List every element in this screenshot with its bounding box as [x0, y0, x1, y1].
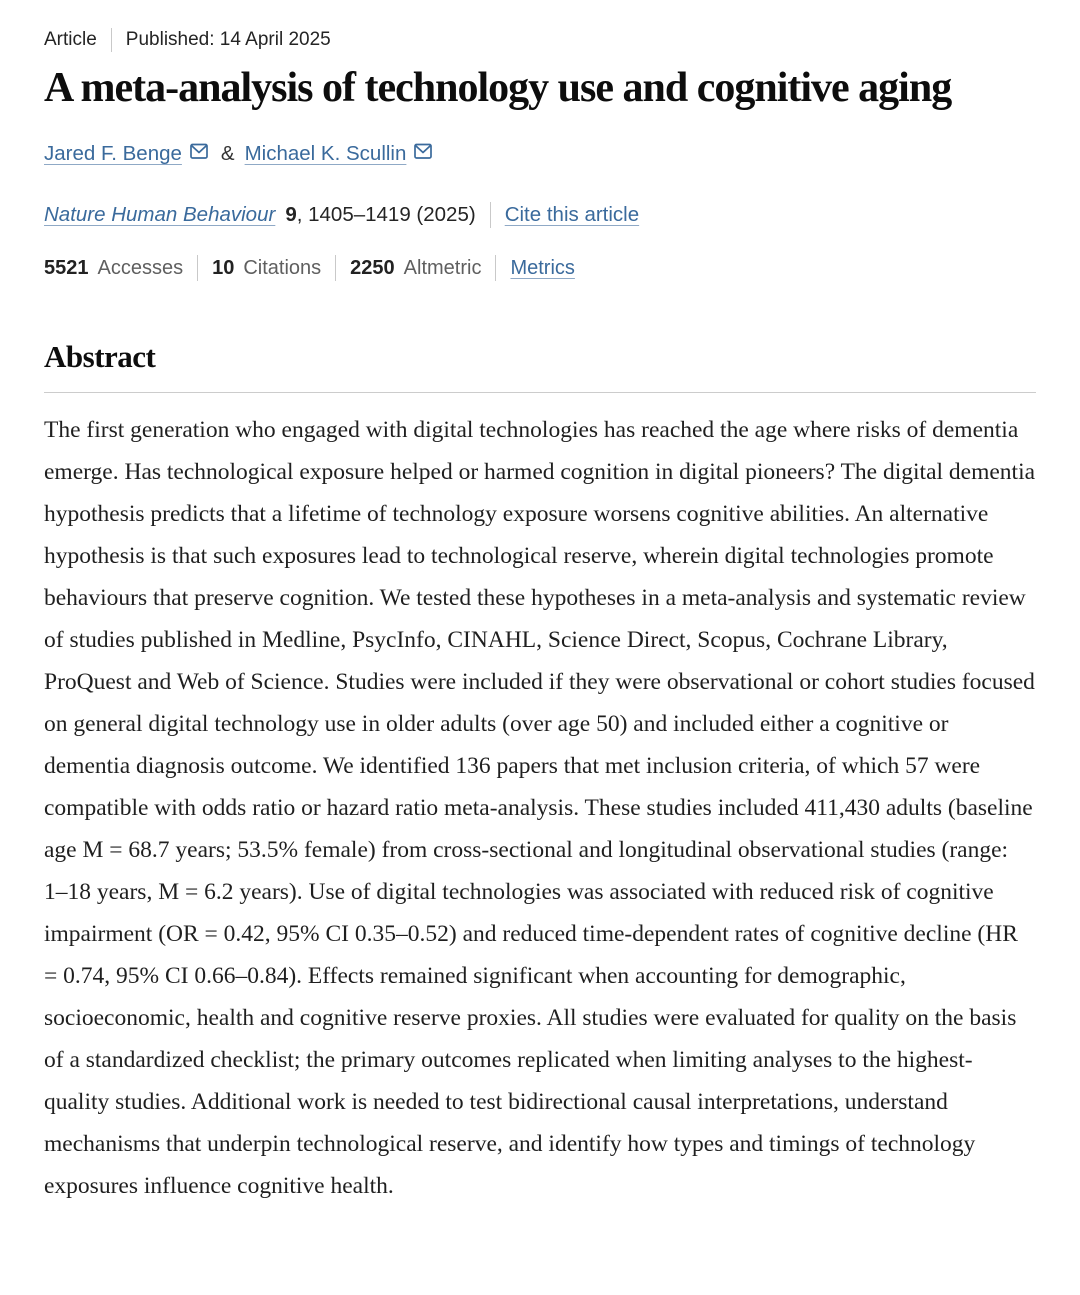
- vertical-divider: [495, 255, 496, 281]
- author-link-2[interactable]: Michael K. Scullin: [244, 142, 407, 165]
- citation-row: [44, 202, 1036, 228]
- author-separator: &: [220, 142, 235, 165]
- article-type-label: Article: [44, 29, 97, 50]
- journal-pages-year: , 1405–1419 (2025): [296, 203, 476, 226]
- envelope-icon[interactable]: [413, 141, 433, 161]
- vertical-divider: [111, 28, 112, 52]
- journal-volume: 9: [285, 203, 297, 226]
- altmetric-count: 2250: [350, 256, 395, 279]
- author-list: [44, 142, 1036, 166]
- vertical-divider: [197, 255, 198, 281]
- cite-article-link[interactable]: Cite this article: [504, 203, 640, 226]
- section-divider: [44, 392, 1036, 393]
- journal-link[interactable]: Nature Human Behaviour: [44, 203, 276, 226]
- article-page: [44, 0, 1036, 1207]
- envelope-icon[interactable]: [189, 141, 209, 161]
- metrics-link[interactable]: Metrics: [510, 256, 575, 279]
- abstract-text: The first generation who engaged with digital technologies has reached the age where risks of dementia emerge. Has technological exposure helped or harmed cognition in digital pioneers? The digital dementia hypothesis predicts that a lifetime of technology exposure worsens cognitive abilities. An alternative hypothesis is that such exposures lead to technological reserve, wherein digital technologies promote behaviours that preserve cognition. We tested these hypotheses in a meta-analysis and systematic review of studies published in Medline, PsycInfo, CINAHL, Science Direct, Scopus, Cochrane Library, ProQuest and Web of Science. Studies were included if they were observational or cohort studies focused on general digital technology use in older adults (over age 50) and included either a cognitive or dementia diagnosis outcome. We identified 136 papers that met inclusion criteria, of which 57 were compatible with odds ratio or hazard ratio meta-analysis. These studies included 411,430 adults (baseline age M = 68.7 years; 53.5% female) from cross-sectional and longitudinal observational studies (range: 1–18 years, M = 6.2 years). Use of digital technologies was associated with reduced risk of cognitive impairment (OR = 0.42, 95% CI 0.35–0.52) and reduced time-dependent rates of cognitive decline (HR = 0.74, 95% CI 0.66–0.84). Effects remained significant when accounting for demographic, socioeconomic, health and cognitive reserve proxies. All studies were evaluated for quality on the basis of a standardized checklist; the primary outcomes replicated when limiting analyses to the highest-quality studies. Additional work is needed to test bidirectional causal interpretations, understand mechanisms that underpin technological reserve, and identify how types and timings of technology exposures influence cognitive health.: [44, 417, 1036, 1199]
- altmetric-label: Altmetric: [403, 256, 482, 279]
- article-meta-row: [44, 28, 1036, 52]
- citations-label: Citations: [243, 256, 322, 279]
- accesses-count: 5521: [44, 256, 89, 279]
- vertical-divider: [335, 255, 336, 281]
- accesses-label: Accesses: [97, 256, 184, 279]
- vertical-divider: [490, 202, 491, 228]
- abstract-heading: Abstract: [44, 339, 156, 374]
- metrics-row: [44, 255, 1036, 281]
- published-date: Published: 14 April 2025: [125, 29, 331, 50]
- author-link-1[interactable]: Jared F. Benge: [44, 142, 182, 165]
- page-title: A meta-analysis of technology use and cognitive aging: [44, 65, 952, 111]
- citations-count: 10: [212, 256, 235, 279]
